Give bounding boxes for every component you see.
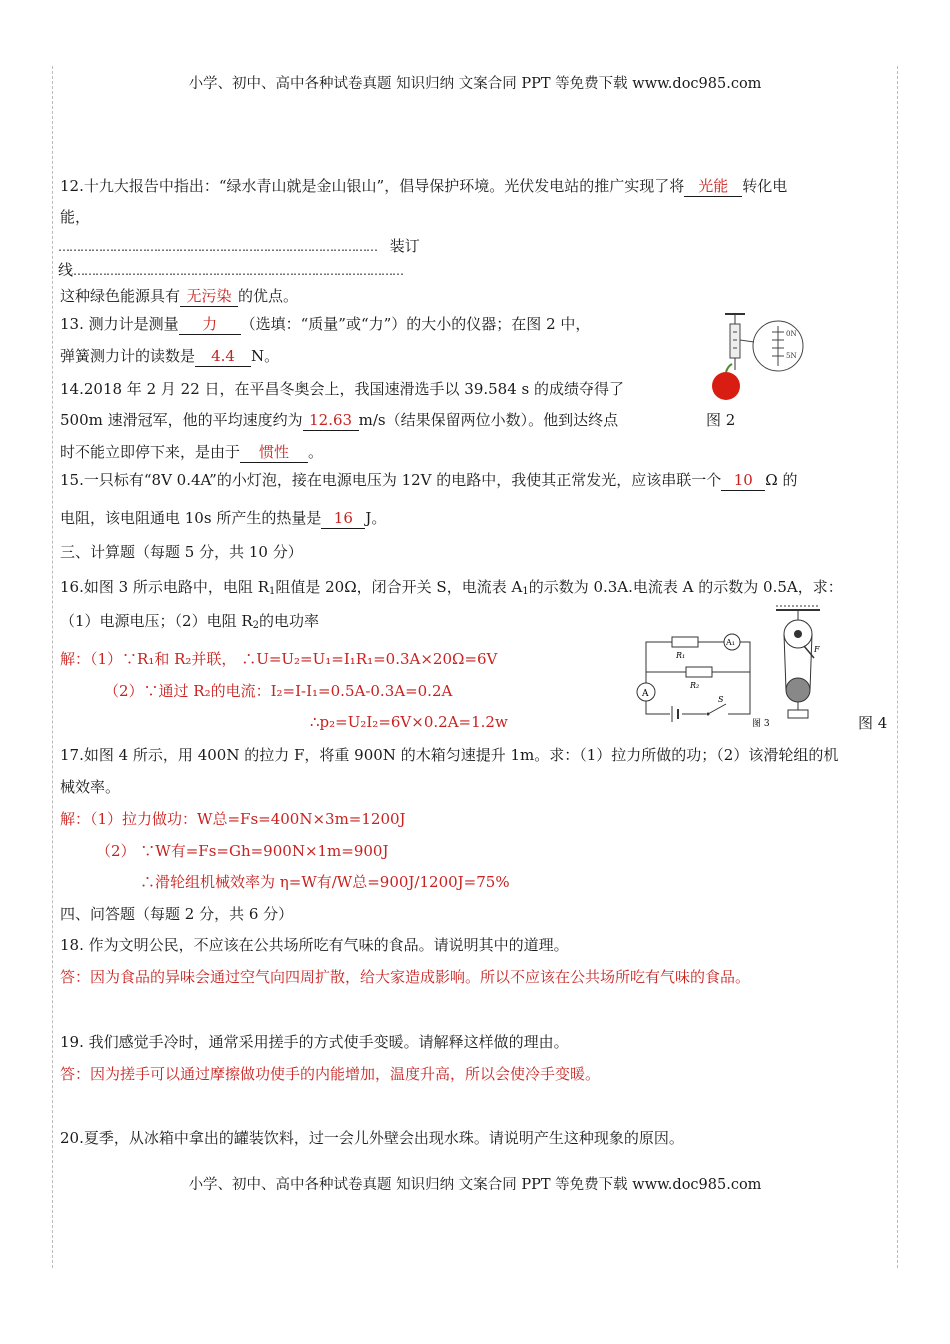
question-16-line1: 16.如图 3 所示电路中，电阻 $R_1$阻值是 20Ω，闭合开关 S，电流表 $A_1$的示数为 0.3A.电流表 A 的示数为 0.5A，求： [60,578,843,597]
question-14-line2: 500m 速滑冠军，他的平均速度约为 12.63 m/s（结果保留两位小数）。他到达终点 [60,411,619,429]
question-16-line2: （1）电源电压；（2）电阻 $R_2$的电功率 [60,612,320,631]
right-margin-line [897,66,898,1268]
figure-2-caption: 图 2 [706,411,736,429]
question-15-line1: 15.一只标有“8V 0.4A”的小灯泡，接在电源电压为 12V 的电路中，我使其正常发光，应该串联一个 10 Ω 的 [60,471,798,489]
question-14-line3: 时不能立即停下来，是由于 惯性 。 [60,443,324,461]
switch-s-label: S [718,695,724,704]
binding-line-2: 线……………………………………………………………………………… [58,261,404,279]
question-13-line1: 13. 测力计是测量 力 （选填：“质量”或“力”）的大小的仪器；在图 2 中， [60,315,591,333]
question-14-line1: 14.2018 年 2 月 22 日，在平昌冬奥会上，我国速滑选手以 39.584 s 的成绩夺得了 [60,380,624,398]
question-18: 18. 作为文明公民，不应该在公共场所吃有气味的食品。请说明其中的道理。 [60,936,569,954]
force-f-label: F [814,645,820,654]
answer-q13-reading: 4.4 [195,346,251,367]
figure-4-caption: 图 4 [858,714,888,732]
question-20: 20.夏季，从冰箱中拿出的罐装饮料，过一会儿外壁会出现水珠。请说明产生这种现象的原因。 [60,1129,684,1147]
question-15-line2: 电阻，该电阻通电 10s 所产生的热量是 16 J。 [60,509,387,527]
q17-solution-2: （2） ∵W有=Fs=Gh=900N×1m=900J [96,842,389,860]
scale-label-bottom: 5N [786,352,797,360]
answer-q15-resistance: 10 [721,470,765,491]
section-4-title: 四、问答题（每题 2 分，共 6 分） [60,905,294,923]
question-12-line3: 这种绿色能源具有 无污染 的优点。 [60,287,299,305]
answer-q15-heat: 16 [321,508,365,529]
page-header: 小学、初中、高中各种试卷真题 知识归纳 文案合同 PPT 等免费下载 www.doc985.com [188,76,762,92]
section-3-title: 三、计算题（每题 5 分，共 10 分） [60,543,303,561]
left-margin-line [52,66,53,1268]
page-footer: 小学、初中、高中各种试卷真题 知识归纳 文案合同 PPT 等免费下载 www.doc985.com [188,1177,762,1193]
resistor-r2-label: R₂ [690,681,700,690]
figure-2-spring-scale [700,312,810,412]
question-12-line1: 12.十九大报告中指出：“绿水青山就是金山银山”，倡导保护环境。光伏发电站的推广实现了将 光能 转化电 [60,177,788,195]
answer-q13-quantity: 力 [179,314,241,335]
answer-q14-reason: 惯性 [240,442,308,463]
answer-q14-speed: 12.63 [303,410,359,431]
question-17-line2: 械效率。 [60,778,121,796]
apple-icon [712,372,740,400]
q19-answer: 答：因为搓手可以通过摩擦做功使手的内能增加，温度升高，所以会使冷手变暖。 [60,1065,601,1083]
q18-answer: 答：因为食品的异味会通过空气向四周扩散，给大家造成影响。所以不应该在公共场所吃有气味的食品。 [60,968,751,986]
question-12-line2: 能， [60,208,91,226]
answer-q12-advantage: 无污染 [180,286,238,307]
ammeter-a-label: A [642,689,649,699]
binding-line: …………………………………………………………………………… 装订 [58,237,420,255]
q17-solution-3: ∴滑轮组机械效率为 η=W有/W总=900J/1200J=75% [140,873,510,891]
question-17-line1: 17.如图 4 所示，用 400N 的拉力 F，将重 900N 的木箱匀速提升 1m。求：（1）拉力所做的功；（2）该滑轮组的机 [60,746,839,764]
q17-solution-1: 解：（1）拉力做功：W总=Fs=400N×3m=1200J [60,810,406,828]
figure-4-pulley [770,606,830,724]
q16-solution-2: （2）∵通过 R₂的电流：I₂=I-I₁=0.5A-0.3A=0.2A [104,682,453,700]
scale-label-top: 0N [786,330,797,338]
q16-solution-1: 解：（1）∵R₁和 R₂并联， ∴U=U₂=U₁=I₁R₁=0.3A×20Ω=6V [60,650,498,668]
answer-q12-energy: 光能 [684,176,742,197]
question-13-line2: 弹簧测力计的读数是 4.4 N。 [60,347,280,365]
figure-3-caption: 图 3 [752,719,770,729]
question-19: 19. 我们感觉手冷时，通常采用搓手的方式使手变暖。请解释这样做的理由。 [60,1033,569,1051]
figure-3-circuit [630,630,770,730]
resistor-r1-label: R₁ [676,651,686,660]
ammeter-a1-label: A₁ [726,638,735,647]
q16-solution-3: ∴p₂=U₂I₂=6V×0.2A=1.2w [310,713,508,731]
